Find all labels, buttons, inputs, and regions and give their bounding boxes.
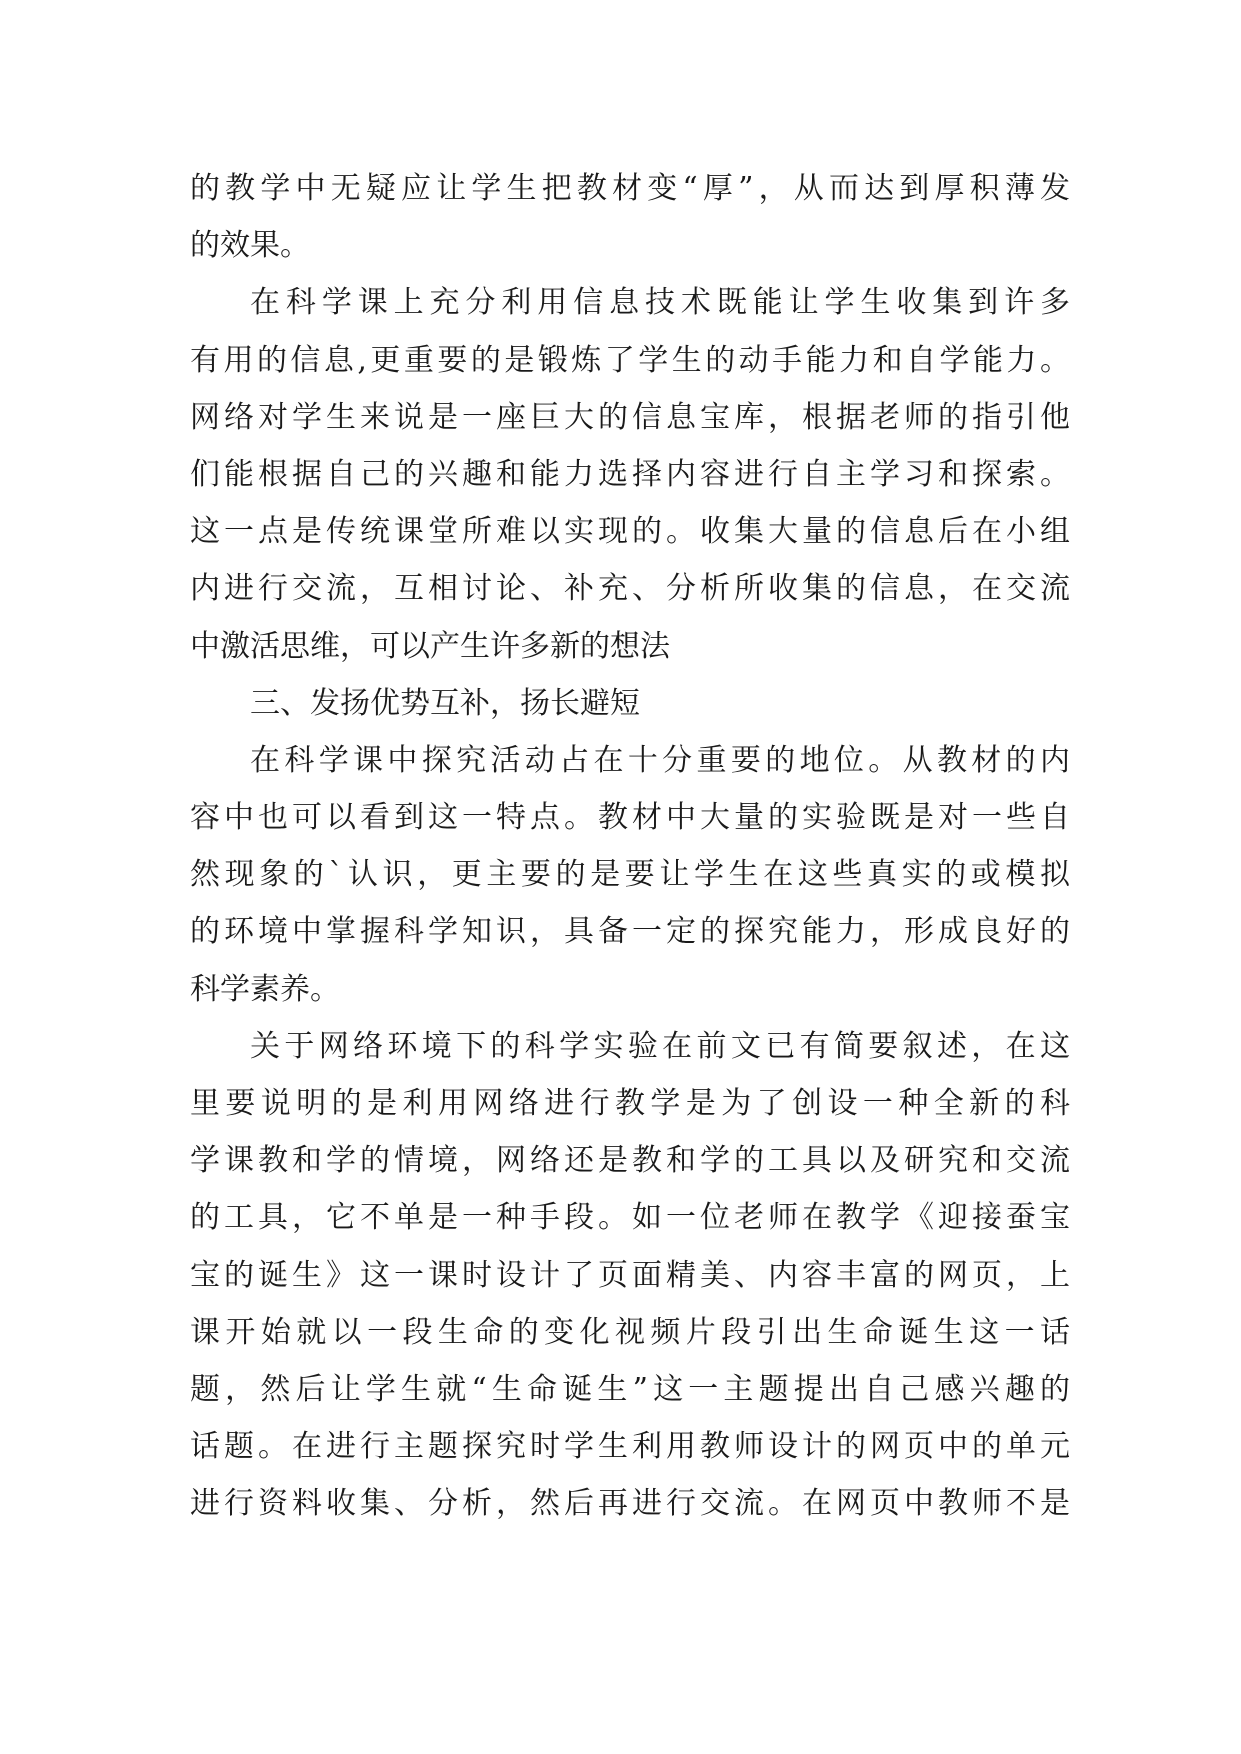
- text-line: 的工具，它不单是一种手段。如一位老师在教学《迎接蚕宝: [190, 1200, 1070, 1236]
- text-line: 的效果。: [190, 228, 310, 264]
- text-line: 里要说明的是利用网络进行教学是为了创设一种全新的科: [190, 1086, 1070, 1121]
- text-line: 的环境中掌握科学知识，具备一定的探究能力，形成良好的: [190, 914, 1070, 950]
- text-line: 们能根据自己的兴趣和能力选择内容进行自主学习和探索。: [190, 456, 1070, 492]
- text-line: 学课教和学的情境，网络还是教和学的工具以及研究和交流: [190, 1143, 1070, 1179]
- text-line: 在科学课中探究活动占在十分重要的地位。从教材的内: [250, 742, 1070, 778]
- text-line: 关于网络环境下的科学实验在前文已有简要叙述，在这: [250, 1028, 1070, 1064]
- text-line: 在科学课上充分利用信息技术既能让学生收集到许多: [250, 285, 1070, 321]
- text-line: 课开始就以一段生命的变化视频片段引出生命诞生这一话: [190, 1314, 1070, 1350]
- text-line: 内进行交流，互相讨论、补充、分析所收集的信息，在交流: [190, 571, 1070, 607]
- text-line: 然现象的`认识，更主要的是要让学生在这些真实的或模拟: [190, 857, 1070, 893]
- text-line: 科学素养。: [190, 971, 340, 1007]
- text-line: 题，然后让学生就“生命诞生”这一主题提出自己感兴趣的: [190, 1371, 1070, 1407]
- text-line: 宝的诞生》这一课时设计了页面精美、内容丰富的网页，上: [190, 1257, 1070, 1293]
- text-line: 进行资料收集、分析，然后再进行交流。在网页中教师不是: [190, 1486, 1070, 1522]
- text-line: 话题。在进行主题探究时学生利用教师设计的网页中的单元: [190, 1429, 1070, 1465]
- text-line: 中激活思维，可以产生许多新的想法: [190, 628, 670, 664]
- text-line: 网络对学生来说是一座巨大的信息宝库，根据老师的指引他: [190, 399, 1070, 435]
- text-line: 容中也可以看到这一特点。教材中大量的实验既是对一些自: [190, 800, 1070, 836]
- text-line: 这一点是传统课堂所难以实现的。收集大量的信息后在小组: [190, 514, 1070, 550]
- text-line: 的教学中无疑应让学生把教材变“厚”，从而达到厚积薄发: [190, 171, 1070, 206]
- text-line: 三、发扬优势互补，扬长避短: [250, 685, 640, 721]
- body-text: [190, 160, 1070, 1533]
- text-line: 有用的信息,更重要的是锻炼了学生的动手能力和自学能力。: [190, 342, 1070, 378]
